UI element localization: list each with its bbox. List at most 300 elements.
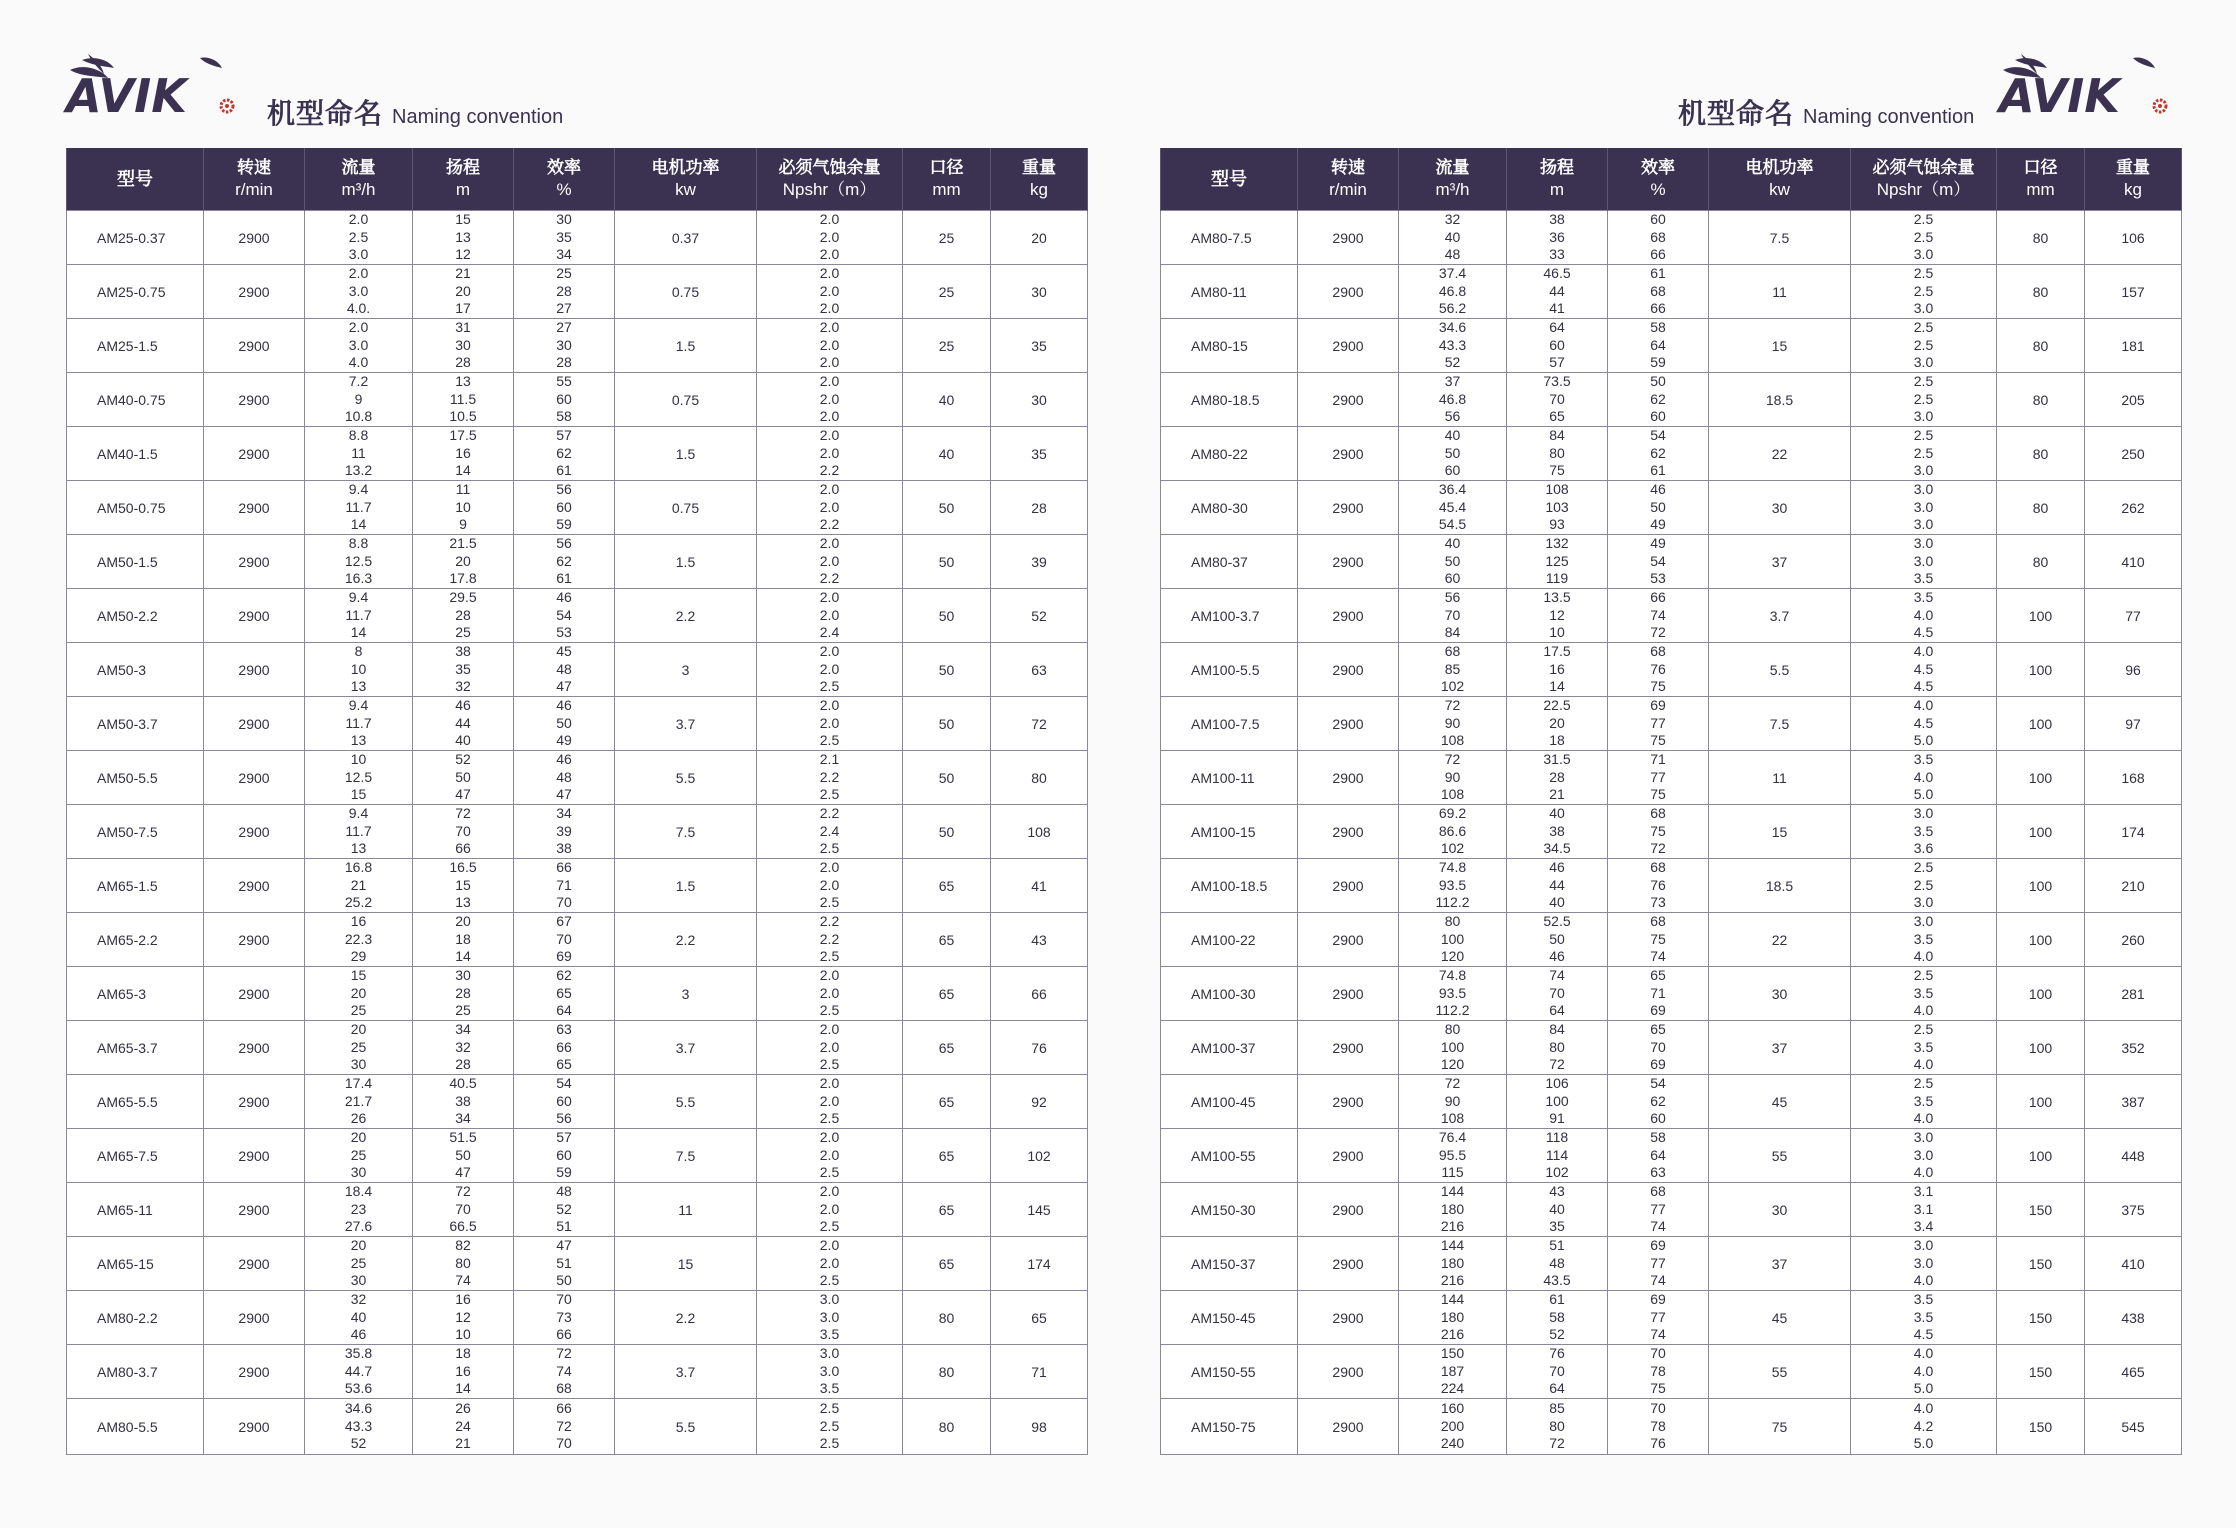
head-cell-value: 38 (455, 643, 471, 660)
header-bore-unit: mm (2026, 180, 2055, 199)
flow-cell (305, 319, 413, 373)
head-cell-value: 64 (1549, 319, 1565, 336)
header-weight (2085, 148, 2182, 211)
flow-cell-value: 180 (1440, 1308, 1465, 1325)
model-cell: AM65-2.2 (67, 913, 204, 967)
spec-table-left (66, 148, 1088, 1455)
efficiency-cell-value: 66 (556, 1326, 572, 1343)
flow-cell-value: 13 (350, 732, 367, 749)
npshr-cell-value: 2.0 (819, 444, 840, 461)
head-cell-value: 34.5 (1543, 840, 1571, 857)
npshr-cell-value: 5.0 (1913, 1380, 1934, 1397)
flow-cell (1399, 535, 1507, 589)
flow-cell-value: 95.5 (1438, 1146, 1467, 1163)
head-cell-value: 16 (455, 1291, 471, 1308)
speed-cell: 2900 (1298, 1237, 1399, 1291)
flow-cell-value: 45.4 (1438, 498, 1467, 515)
motor-power-cell: 3 (615, 967, 757, 1021)
head-cell-value: 47 (455, 1164, 471, 1181)
model-cell: AM50-3.7 (67, 697, 204, 751)
head-cell-value: 38 (455, 1092, 471, 1109)
efficiency-cell-value: 60 (1650, 1110, 1666, 1127)
head-cell-value: 32 (455, 678, 471, 695)
flow-cell-value: 32 (350, 1291, 367, 1308)
flow-cell-value: 3.0 (348, 336, 369, 353)
npshr-cell-value: 5.0 (1913, 1435, 1934, 1452)
efficiency-cell (1608, 589, 1709, 643)
table-row (1161, 1399, 2182, 1455)
flow-cell-value: 144 (1440, 1291, 1465, 1308)
flow-cell-value: 12.5 (344, 768, 373, 785)
npshr-cell-value: 2.0 (819, 859, 840, 876)
head-cell-value: 21 (1549, 786, 1565, 803)
head-cell-value: 43 (1549, 1183, 1565, 1200)
weight-cell: 92 (991, 1075, 1088, 1129)
motor-power-cell: 5.5 (615, 1399, 757, 1455)
weight-cell: 30 (991, 373, 1088, 427)
efficiency-cell-value: 38 (556, 840, 572, 857)
bore-cell: 80 (1997, 265, 2085, 319)
motor-power-cell: 18.5 (1709, 373, 1851, 427)
head-cell-value: 74 (455, 1272, 471, 1289)
speed-cell: 2900 (1298, 211, 1399, 265)
npshr-cell-value: 3.0 (1913, 462, 1934, 479)
efficiency-cell-value: 62 (556, 552, 572, 569)
model-cell: AM100-30 (1161, 967, 1298, 1021)
flow-cell-value: 13 (350, 678, 367, 695)
efficiency-cell (514, 1021, 615, 1075)
npshr-cell-value: 4.0 (1913, 1002, 1934, 1019)
bore-cell: 150 (1997, 1399, 2085, 1455)
head-cell (413, 1021, 514, 1075)
head-cell-value: 74 (1549, 967, 1565, 984)
flow-cell-value: 25 (350, 1002, 367, 1019)
motor-power-cell: 1.5 (615, 535, 757, 589)
model-cell: AM65-5.5 (67, 1075, 204, 1129)
head-cell-value: 14 (455, 1380, 471, 1397)
npshr-cell-value: 2.5 (819, 1417, 840, 1434)
header-speed-cn: 转速 (1331, 158, 1365, 178)
head-cell (413, 589, 514, 643)
weight-cell: 65 (991, 1291, 1088, 1345)
efficiency-cell-value: 50 (1650, 498, 1666, 515)
efficiency-cell-value: 74 (1650, 1218, 1666, 1235)
npshr-cell-value: 2.0 (819, 714, 840, 731)
efficiency-cell (514, 913, 615, 967)
table-row (67, 1345, 1088, 1399)
head-cell-value: 34 (455, 1110, 471, 1127)
flow-cell-value: 37.4 (1438, 265, 1467, 282)
head-cell-value: 58 (1549, 1308, 1565, 1325)
efficiency-cell (1608, 805, 1709, 859)
table-row (67, 211, 1088, 265)
efficiency-cell-value: 72 (556, 1417, 572, 1434)
efficiency-cell-value: 51 (556, 1218, 572, 1235)
table-row (67, 967, 1088, 1021)
efficiency-cell (514, 967, 615, 1021)
efficiency-cell (1608, 751, 1709, 805)
npshr-cell-value: 4.0 (1913, 1362, 1934, 1379)
npshr-cell-value: 3.0 (1913, 535, 1934, 552)
flow-cell (305, 1345, 413, 1399)
npshr-cell-value: 4.0 (1913, 1110, 1934, 1127)
motor-power-cell: 2.2 (615, 913, 757, 967)
npshr-cell-value: 2.0 (819, 606, 840, 623)
npshr-cell (1851, 211, 1997, 265)
efficiency-cell-value: 47 (556, 786, 572, 803)
efficiency-cell-value: 76 (1650, 660, 1666, 677)
page-title-en: Naming convention (1803, 106, 1975, 128)
efficiency-cell-value: 47 (556, 678, 572, 695)
header-bore (903, 148, 991, 211)
head-cell-value: 28 (455, 354, 471, 371)
motor-power-cell: 22 (1709, 913, 1851, 967)
model-cell: AM100-11 (1161, 751, 1298, 805)
efficiency-cell (1608, 967, 1709, 1021)
efficiency-cell-value: 65 (556, 1056, 572, 1073)
header-model (1161, 148, 1298, 211)
head-cell (413, 427, 514, 481)
model-cell: AM100-18.5 (1161, 859, 1298, 913)
table-row (1161, 319, 2182, 373)
head-cell-value: 70 (1549, 1362, 1565, 1379)
npshr-cell-value: 2.2 (819, 516, 840, 533)
flow-cell-value: 17.4 (344, 1075, 373, 1092)
efficiency-cell-value: 54 (556, 606, 572, 623)
motor-power-cell: 1.5 (615, 319, 757, 373)
efficiency-cell (1608, 1021, 1709, 1075)
efficiency-cell (514, 805, 615, 859)
head-cell-value: 10 (455, 1326, 471, 1343)
speed-cell: 2900 (1298, 427, 1399, 481)
flow-cell-value: 72 (1444, 1075, 1461, 1092)
table-row (67, 643, 1088, 697)
model-cell: AM50-1.5 (67, 535, 204, 589)
head-cell-value: 18 (455, 1345, 471, 1362)
efficiency-cell (1608, 643, 1709, 697)
motor-power-cell: 3.7 (1709, 589, 1851, 643)
efficiency-cell-value: 61 (1650, 462, 1666, 479)
efficiency-cell-value: 65 (556, 984, 572, 1001)
flow-cell-value: 43.3 (1438, 336, 1467, 353)
bore-cell: 100 (1997, 1075, 2085, 1129)
head-cell (1507, 1291, 1608, 1345)
flow-cell-value: 56 (1444, 408, 1461, 425)
npshr-cell-value: 3.5 (1913, 751, 1934, 768)
model-cell: AM50-0.75 (67, 481, 204, 535)
motor-power-cell: 5.5 (615, 751, 757, 805)
npshr-cell (757, 1021, 903, 1075)
bore-cell: 50 (903, 643, 991, 697)
npshr-cell-value: 2.5 (1913, 228, 1934, 245)
flow-cell-value: 20 (350, 1129, 367, 1146)
npshr-cell-value: 2.0 (819, 300, 840, 317)
head-cell (1507, 1399, 1608, 1455)
bore-cell: 50 (903, 697, 991, 751)
npshr-cell-value: 2.2 (819, 913, 840, 930)
weight-cell: 145 (991, 1183, 1088, 1237)
flow-cell (305, 1237, 413, 1291)
table-row (67, 589, 1088, 643)
speed-cell: 2900 (204, 913, 305, 967)
model-cell: AM100-3.7 (1161, 589, 1298, 643)
npshr-cell-value: 3.0 (1913, 894, 1934, 911)
page-title (1678, 92, 1974, 132)
npshr-cell-value: 2.0 (819, 1200, 840, 1217)
npshr-cell-value: 2.2 (819, 462, 840, 479)
head-cell-value: 28 (455, 606, 471, 623)
head-cell-value: 52 (455, 751, 471, 768)
flow-cell-value: 60 (1444, 570, 1461, 587)
npshr-cell-value: 2.2 (819, 570, 840, 587)
efficiency-cell-value: 46 (1650, 481, 1666, 498)
bore-cell: 80 (1997, 481, 2085, 535)
header-motor-power-cn: 电机功率 (1745, 158, 1814, 178)
flow-cell-value: 200 (1440, 1417, 1465, 1434)
npshr-cell-value: 3.5 (819, 1326, 840, 1343)
npshr-cell (1851, 1021, 1997, 1075)
flow-cell-value: 32 (1444, 211, 1461, 228)
head-cell-value: 72 (1549, 1056, 1565, 1073)
head-cell (413, 751, 514, 805)
head-cell-value: 16 (1549, 660, 1565, 677)
npshr-cell (757, 1345, 903, 1399)
flow-cell-value: 9 (354, 390, 363, 407)
flow-cell-value: 187 (1440, 1362, 1465, 1379)
efficiency-cell-value: 49 (556, 732, 572, 749)
efficiency-cell (514, 1075, 615, 1129)
flow-cell (1399, 373, 1507, 427)
flow-cell (305, 535, 413, 589)
flow-cell-value: 21 (350, 876, 367, 893)
head-cell-value: 43.5 (1543, 1272, 1571, 1289)
npshr-cell-value: 5.0 (1913, 786, 1934, 803)
npshr-cell-value: 2.0 (819, 1021, 840, 1038)
efficiency-cell-value: 45 (556, 643, 572, 660)
head-cell-value: 61 (1549, 1291, 1565, 1308)
npshr-cell-value: 2.0 (819, 1092, 840, 1109)
npshr-cell-value: 5.0 (1913, 732, 1934, 749)
flow-cell-value: 14 (350, 516, 367, 533)
header-speed (204, 148, 305, 211)
header-weight-cn: 重量 (2116, 158, 2150, 178)
model-cell: AM150-75 (1161, 1399, 1298, 1455)
head-cell-value: 46.5 (1543, 265, 1571, 282)
npshr-cell-value: 3.5 (1913, 1092, 1934, 1109)
head-cell (413, 1075, 514, 1129)
efficiency-cell-value: 54 (556, 1075, 572, 1092)
efficiency-cell-value: 56 (556, 1110, 572, 1127)
npshr-cell-value: 2.0 (819, 1237, 840, 1254)
bore-cell: 80 (1997, 535, 2085, 589)
flow-cell (1399, 1183, 1507, 1237)
head-cell-value: 25 (455, 1002, 471, 1019)
speed-cell: 2900 (204, 265, 305, 319)
flow-cell-value: 70 (1444, 606, 1461, 623)
motor-power-cell: 75 (1709, 1399, 1851, 1455)
npshr-cell (1851, 589, 1997, 643)
head-cell (1507, 481, 1608, 535)
npshr-cell-value: 2.5 (819, 732, 840, 749)
head-cell-value: 25 (455, 624, 471, 641)
efficiency-cell-value: 54 (1650, 427, 1666, 444)
speed-cell: 2900 (204, 859, 305, 913)
motor-power-cell: 37 (1709, 1237, 1851, 1291)
npshr-cell-value: 3.5 (1913, 1038, 1934, 1055)
model-cell: AM65-15 (67, 1237, 204, 1291)
table-row (67, 1399, 1088, 1455)
npshr-cell-value: 2.5 (1913, 390, 1934, 407)
header-npshr-unit: Npshr（m） (782, 180, 877, 199)
npshr-cell (757, 535, 903, 589)
speed-cell: 2900 (204, 1129, 305, 1183)
npshr-cell-value: 2.0 (819, 552, 840, 569)
efficiency-cell-value: 74 (556, 1362, 572, 1379)
efficiency-cell-value: 47 (556, 1237, 572, 1254)
flow-cell-value: 3.0 (348, 282, 369, 299)
efficiency-cell-value: 64 (1650, 336, 1666, 353)
header-flow-cn: 流量 (341, 158, 376, 178)
bore-cell: 65 (903, 913, 991, 967)
npshr-cell-value: 2.0 (819, 984, 840, 1001)
efficiency-cell-value: 65 (1650, 967, 1666, 984)
efficiency-cell-value: 68 (1650, 913, 1666, 930)
header-motor-power-cn: 电机功率 (651, 158, 720, 178)
npshr-cell-value: 2.0 (819, 246, 840, 263)
flow-cell-value: 50 (1444, 444, 1461, 461)
npshr-cell-value: 2.4 (819, 822, 840, 839)
speed-cell: 2900 (1298, 1075, 1399, 1129)
npshr-cell-value: 2.0 (819, 535, 840, 552)
efficiency-cell-value: 46 (556, 751, 572, 768)
efficiency-cell-value: 73 (1650, 894, 1666, 911)
efficiency-cell-value: 60 (556, 390, 572, 407)
flow-cell (305, 1129, 413, 1183)
efficiency-cell (1608, 427, 1709, 481)
weight-cell: 465 (2085, 1345, 2182, 1399)
flow-cell (1399, 1237, 1507, 1291)
efficiency-cell-value: 71 (1650, 984, 1666, 1001)
header-head (413, 148, 514, 211)
avik-logo (62, 54, 237, 124)
bore-cell: 50 (903, 535, 991, 589)
efficiency-cell-value: 59 (556, 516, 572, 533)
brand-wordmark: AVIK (1999, 69, 2120, 123)
npshr-cell (1851, 913, 1997, 967)
npshr-cell-value: 2.5 (1913, 444, 1934, 461)
model-cell: AM100-5.5 (1161, 643, 1298, 697)
flow-cell-value: 7.2 (348, 373, 369, 390)
speed-cell: 2900 (204, 427, 305, 481)
efficiency-cell (1608, 535, 1709, 589)
flow-cell (1399, 1075, 1507, 1129)
flow-cell-value: 46.8 (1438, 282, 1467, 299)
model-cell: AM100-55 (1161, 1129, 1298, 1183)
npshr-cell-value: 4.5 (1913, 660, 1934, 677)
npshr-cell-value: 3.0 (1913, 481, 1934, 498)
motor-power-cell: 37 (1709, 1021, 1851, 1075)
motor-power-cell: 11 (615, 1183, 757, 1237)
model-cell: AM80-22 (1161, 427, 1298, 481)
table-row (67, 1021, 1088, 1075)
flow-cell (305, 373, 413, 427)
flow-cell-value: 72 (1444, 751, 1461, 768)
weight-cell: 438 (2085, 1291, 2182, 1345)
flow-cell (305, 1183, 413, 1237)
efficiency-cell (514, 1291, 615, 1345)
weight-cell: 39 (991, 535, 1088, 589)
speed-cell: 2900 (204, 373, 305, 427)
motor-power-cell: 45 (1709, 1075, 1851, 1129)
flow-cell-value: 15 (350, 967, 367, 984)
motor-power-cell: 2.2 (615, 1291, 757, 1345)
head-cell (413, 967, 514, 1021)
model-cell: AM25-0.75 (67, 265, 204, 319)
flow-cell-value: 54.5 (1438, 516, 1467, 533)
bore-cell: 50 (903, 589, 991, 643)
efficiency-cell-value: 66 (556, 859, 572, 876)
npshr-cell (757, 643, 903, 697)
npshr-cell-value: 2.5 (819, 840, 840, 857)
flow-cell-value: 11.7 (345, 822, 372, 839)
speed-cell: 2900 (1298, 481, 1399, 535)
npshr-cell-value: 3.0 (1913, 1237, 1934, 1254)
flow-cell-value: 53.6 (344, 1380, 373, 1397)
head-cell (1507, 1237, 1608, 1291)
efficiency-cell (514, 859, 615, 913)
flow-cell-value: 150 (1440, 1345, 1465, 1362)
flow-cell-value: 74.8 (1438, 859, 1467, 876)
flow-cell-value: 30 (350, 1056, 367, 1073)
motor-power-cell: 30 (1709, 1183, 1851, 1237)
flow-cell-value: 112.2 (1435, 1002, 1470, 1019)
efficiency-cell-value: 30 (556, 336, 572, 353)
efficiency-cell-value: 75 (1650, 678, 1666, 695)
head-cell (413, 1399, 514, 1455)
efficiency-cell-value: 50 (556, 1272, 572, 1289)
flow-cell-value: 90 (1444, 768, 1461, 785)
efficiency-cell-value: 68 (1650, 805, 1666, 822)
flow-cell-value: 44.7 (344, 1362, 373, 1379)
npshr-cell-value: 2.5 (1913, 967, 1934, 984)
flow-cell-value: 15 (350, 786, 367, 803)
head-cell (413, 643, 514, 697)
weight-cell: 98 (991, 1399, 1088, 1455)
head-cell-value: 26 (455, 1400, 471, 1417)
efficiency-cell-value: 68 (1650, 282, 1666, 299)
npshr-cell-value: 2.5 (1913, 859, 1934, 876)
head-cell (413, 913, 514, 967)
header-speed (1298, 148, 1399, 211)
efficiency-cell-value: 49 (1650, 516, 1666, 533)
head-cell-value: 16.5 (449, 859, 477, 876)
flow-cell (305, 1399, 413, 1455)
weight-cell: 41 (991, 859, 1088, 913)
weight-cell: 448 (2085, 1129, 2182, 1183)
bore-cell: 150 (1997, 1237, 2085, 1291)
head-cell-value: 50 (1549, 930, 1565, 947)
npshr-cell-value: 2.5 (819, 894, 840, 911)
speed-cell: 2900 (1298, 859, 1399, 913)
efficiency-cell-value: 67 (556, 913, 572, 930)
head-cell-value: 35 (1549, 1218, 1565, 1235)
head-cell-value: 13 (455, 373, 471, 390)
flow-cell-value: 16.8 (344, 859, 373, 876)
motor-power-cell: 5.5 (1709, 643, 1851, 697)
efficiency-cell (1608, 1345, 1709, 1399)
npshr-cell (1851, 373, 1997, 427)
head-cell-value: 20 (455, 552, 471, 569)
